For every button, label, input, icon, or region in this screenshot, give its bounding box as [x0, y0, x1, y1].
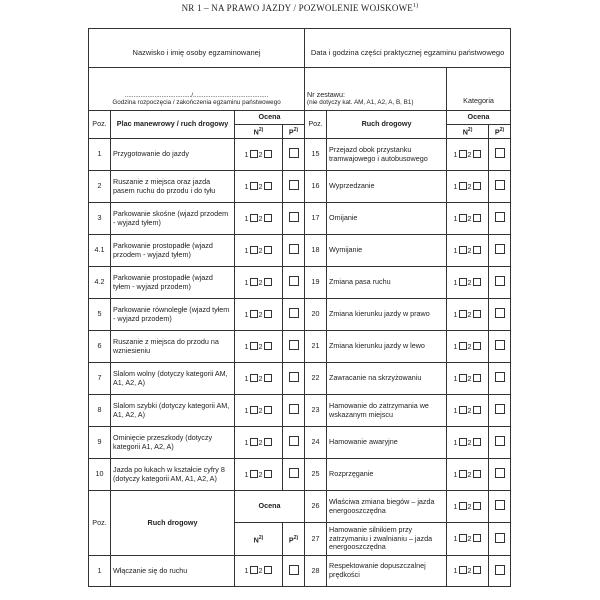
p-checkbox[interactable] — [289, 276, 299, 286]
table-row — [89, 427, 511, 459]
checkbox-2[interactable] — [473, 470, 481, 478]
p-checkbox[interactable] — [495, 436, 505, 446]
p-checkbox-cell[interactable] — [489, 395, 511, 427]
grade-options[interactable]: 1 2 — [235, 363, 283, 395]
p-checkbox-cell[interactable] — [489, 139, 511, 171]
row-number: 6 — [89, 331, 111, 363]
row-number: 16 — [305, 171, 327, 203]
grade-options[interactable]: 1 2 — [447, 267, 489, 299]
checkbox-2[interactable] — [264, 214, 272, 222]
row-number: 1 — [89, 556, 111, 587]
checkbox-1[interactable] — [459, 566, 467, 574]
checkbox-1[interactable] — [250, 246, 258, 254]
grade-options[interactable]: 1 2 — [235, 427, 283, 459]
checkbox-2[interactable] — [473, 246, 481, 254]
poz-header-left: Poz. — [89, 111, 111, 139]
row-number: 10 — [89, 459, 111, 491]
document-title: NR 1 – NA PRAWO JAZDY / POZWOLENIE WOJSKOWE$^{1)}$ — [181, 3, 419, 13]
p-checkbox-cell[interactable] — [283, 299, 305, 331]
p-checkbox-cell[interactable] — [489, 427, 511, 459]
item-description: Hamowanie silnikiem przy zatrzymaniu i zwalnianiu – jazda energooszczędna — [327, 523, 447, 556]
table-row — [89, 267, 511, 299]
p-checkbox[interactable] — [495, 180, 505, 190]
checkbox-2[interactable] — [264, 470, 272, 478]
grade-options[interactable]: 1 2 — [447, 491, 489, 523]
p-checkbox-cell[interactable] — [489, 171, 511, 203]
checkbox-2[interactable] — [264, 246, 272, 254]
item-description: Włączanie się do ruchu — [111, 556, 235, 587]
p-checkbox-cell[interactable] — [283, 267, 305, 299]
checkbox-2[interactable] — [473, 182, 481, 190]
checkbox-1[interactable] — [459, 534, 467, 542]
category-field[interactable]: Kategoria — [447, 68, 511, 111]
section2-title: Ruch drogowy — [111, 491, 235, 556]
p-checkbox-cell[interactable] — [489, 299, 511, 331]
checkbox-1[interactable] — [459, 406, 467, 414]
p-checkbox[interactable] — [495, 244, 505, 254]
row-number: 27 — [305, 523, 327, 556]
checkbox-2[interactable] — [264, 566, 272, 574]
n-header-right: $N^{2)}$ — [447, 125, 489, 139]
item-description: Hamowanie do zatrzymania we wskazanym miejscu — [327, 395, 447, 427]
section2-n-header: $N^{2)}$ — [235, 523, 283, 556]
p-checkbox[interactable] — [289, 308, 299, 318]
p-checkbox[interactable] — [495, 340, 505, 350]
grade-options[interactable]: 1 2 — [235, 331, 283, 363]
p-checkbox-cell[interactable] — [489, 235, 511, 267]
item-description: Zmiana kierunku jazdy w lewo — [327, 331, 447, 363]
checkbox-2[interactable] — [473, 502, 481, 510]
p-checkbox[interactable] — [495, 276, 505, 286]
p-checkbox[interactable] — [495, 212, 505, 222]
checkbox-1[interactable] — [250, 566, 258, 574]
row-number: 28 — [305, 556, 327, 587]
checkbox-2[interactable] — [473, 150, 481, 158]
item-description: Slalom wolny (dotyczy kategorii AM, A1, A2, A) — [111, 363, 235, 395]
item-description: Ruszanie z miejsca oraz jazda pasem ruchu do przodu i do tyłu — [111, 171, 235, 203]
grade-options[interactable]: 1 2 — [235, 235, 283, 267]
grade-options[interactable]: 1 2 — [235, 139, 283, 171]
p-checkbox-cell[interactable] — [283, 139, 305, 171]
item-description: Przygotowanie do jazdy — [111, 139, 235, 171]
p-checkbox[interactable] — [495, 565, 505, 575]
row-number: 4.1 — [89, 235, 111, 267]
p-checkbox[interactable] — [289, 244, 299, 254]
p-checkbox-cell[interactable] — [489, 491, 511, 523]
checkbox-2[interactable] — [264, 310, 272, 318]
checkbox-2[interactable] — [473, 214, 481, 222]
item-description: Hamowanie awaryjne — [327, 427, 447, 459]
checkbox-1[interactable] — [250, 374, 258, 382]
grade-options[interactable]: 1 2 — [235, 171, 283, 203]
checkbox-1[interactable] — [459, 342, 467, 350]
ocena-header-right: Ocena — [447, 111, 511, 125]
name-label: Nazwisko i imię osoby egzaminowanej — [89, 29, 305, 68]
row-number: 22 — [305, 363, 327, 395]
row-number: 8 — [89, 395, 111, 427]
checkbox-2[interactable] — [264, 278, 272, 286]
table-row — [89, 171, 511, 203]
table-row — [89, 235, 511, 267]
item-description: Ominięcie przeszkody (dotyczy kategorii A1, A2, A) — [111, 427, 235, 459]
p-checkbox-cell[interactable] — [489, 267, 511, 299]
p-checkbox-cell[interactable] — [489, 363, 511, 395]
p-checkbox[interactable] — [289, 468, 299, 478]
checkbox-1[interactable] — [250, 214, 258, 222]
checkbox-1[interactable] — [250, 310, 258, 318]
checkbox-2[interactable] — [264, 374, 272, 382]
grade-options[interactable]: 1 2 — [447, 203, 489, 235]
poz-header-right: Poz. — [305, 111, 327, 139]
p-checkbox[interactable] — [495, 533, 505, 543]
right-column-title: Ruch drogowy — [327, 111, 447, 139]
table-row — [89, 459, 511, 491]
grade-options[interactable]: 1 2 — [235, 556, 283, 587]
grade-options[interactable]: 1 2 — [447, 556, 489, 587]
checkbox-1[interactable] — [459, 150, 467, 158]
p-checkbox-cell[interactable] — [283, 203, 305, 235]
time-field[interactable]: ....................................../........................................... Godzina rozpoczęcia / zakończenia egzaminu państwowego — [89, 68, 305, 111]
row-number: 20 — [305, 299, 327, 331]
table-row — [89, 203, 511, 235]
p-checkbox[interactable] — [289, 372, 299, 382]
checkbox-2[interactable] — [264, 438, 272, 446]
p-header-right: $P^{2)}$ — [489, 125, 511, 139]
grade-options[interactable]: 1 2 — [447, 139, 489, 171]
p-checkbox-cell[interactable] — [489, 459, 511, 491]
table-row — [89, 395, 511, 427]
checkbox-1[interactable] — [250, 150, 258, 158]
grade-options[interactable]: 1 2 — [447, 363, 489, 395]
row-number: 17 — [305, 203, 327, 235]
grade-options[interactable]: 1 2 — [447, 523, 489, 556]
item-description: Ruszanie z miejsca do przodu na wzniesieniu — [111, 331, 235, 363]
checkbox-2[interactable] — [473, 438, 481, 446]
p-checkbox-cell[interactable] — [283, 331, 305, 363]
item-description: Parkowanie prostopadłe (wjazd tyłem - wyjazd przodem) — [111, 267, 235, 299]
item-description: Omijanie — [327, 203, 447, 235]
p-checkbox-cell[interactable] — [283, 427, 305, 459]
checkbox-2[interactable] — [473, 534, 481, 542]
checkbox-2[interactable] — [473, 310, 481, 318]
p-checkbox[interactable] — [289, 212, 299, 222]
p-checkbox[interactable] — [495, 500, 505, 510]
grade-options[interactable]: 1 2 — [235, 203, 283, 235]
item-description: Zawracanie na skrzyżowaniu — [327, 363, 447, 395]
ocena-header-left: Ocena — [235, 111, 305, 125]
row-number: 23 — [305, 395, 327, 427]
row-number: 24 — [305, 427, 327, 459]
checkbox-2[interactable] — [264, 150, 272, 158]
row-number: 4.2 — [89, 267, 111, 299]
checkbox-1[interactable] — [250, 470, 258, 478]
row-number: 1 — [89, 139, 111, 171]
checkbox-1[interactable] — [459, 470, 467, 478]
item-description: Slalom szybki (dotyczy kategorii AM, A1, A2, A) — [111, 395, 235, 427]
grade-options[interactable]: 1 2 — [235, 299, 283, 331]
table-row — [89, 139, 511, 171]
grade-options[interactable]: 1 2 — [447, 395, 489, 427]
checkbox-2[interactable] — [473, 374, 481, 382]
checkbox-2[interactable] — [473, 566, 481, 574]
item-description: Parkowanie równoległe (wjazd tyłem - wyjazd przodem) — [111, 299, 235, 331]
row-number: 26 — [305, 491, 327, 523]
checkbox-2[interactable] — [473, 342, 481, 350]
item-description: Jazda po łukach w kształcie cyfry 8 (dotyczy kategorii AM, A1, A2, A) — [111, 459, 235, 491]
checkbox-1[interactable] — [459, 502, 467, 510]
row-number: 15 — [305, 139, 327, 171]
p-checkbox[interactable] — [289, 436, 299, 446]
grade-options[interactable]: 1 2 — [235, 395, 283, 427]
p-checkbox-cell[interactable] — [283, 459, 305, 491]
p-checkbox-cell[interactable] — [489, 556, 511, 587]
table-row — [89, 363, 511, 395]
checkbox-1[interactable] — [459, 278, 467, 286]
p-checkbox-cell[interactable] — [489, 331, 511, 363]
table-row — [89, 331, 511, 363]
item-description: Wymijanie — [327, 235, 447, 267]
p-checkbox[interactable] — [495, 468, 505, 478]
checkbox-1[interactable] — [459, 182, 467, 190]
item-description: Właściwa zmiana biegów – jazda energooszczędna — [327, 491, 447, 523]
p-checkbox[interactable] — [495, 404, 505, 414]
set-number-field[interactable]: Nr zestawu: (nie dotyczy kat. AM, A1, A2, A, B, B1) — [305, 68, 447, 111]
grade-options[interactable]: 1 2 — [235, 267, 283, 299]
checkbox-2[interactable] — [473, 406, 481, 414]
grade-options[interactable]: 1 2 — [447, 427, 489, 459]
checkbox-1[interactable] — [459, 246, 467, 254]
p-checkbox[interactable] — [289, 180, 299, 190]
grade-options[interactable]: 1 2 — [447, 459, 489, 491]
item-description: Parkowanie skośne (wjazd przodem - wyjazd tyłem) — [111, 203, 235, 235]
checkbox-1[interactable] — [459, 310, 467, 318]
p-checkbox-cell[interactable] — [283, 235, 305, 267]
checkbox-1[interactable] — [250, 406, 258, 414]
p-header-left: $P^{2)}$ — [283, 125, 305, 139]
p-checkbox-cell[interactable] — [283, 556, 305, 587]
table-row — [89, 556, 511, 587]
p-checkbox[interactable] — [495, 372, 505, 382]
grade-options[interactable]: 1 2 — [447, 235, 489, 267]
checkbox-1[interactable] — [250, 438, 258, 446]
p-checkbox[interactable] — [495, 308, 505, 318]
checkbox-1[interactable] — [459, 214, 467, 222]
table-row — [89, 299, 511, 331]
p-checkbox-cell[interactable] — [489, 523, 511, 556]
p-checkbox[interactable] — [289, 148, 299, 158]
section2-p-header: $P^{2)}$ — [283, 523, 305, 556]
checkbox-2[interactable] — [264, 342, 272, 350]
exam-form-table — [88, 28, 511, 587]
p-checkbox[interactable] — [495, 148, 505, 158]
item-description: Zmiana pasa ruchu — [327, 267, 447, 299]
row-number: 5 — [89, 299, 111, 331]
section2-ocena-header: Ocena — [235, 491, 305, 523]
p-checkbox-cell[interactable] — [489, 203, 511, 235]
grade-options[interactable]: 1 2 — [447, 171, 489, 203]
row-number: 21 — [305, 331, 327, 363]
item-description: Respektowanie dopuszczalnej prędkości — [327, 556, 447, 587]
item-description: Wyprzedzanie — [327, 171, 447, 203]
p-checkbox[interactable] — [289, 404, 299, 414]
grade-options[interactable]: 1 2 — [447, 331, 489, 363]
checkbox-1[interactable] — [250, 278, 258, 286]
item-description: Parkowanie prostopadłe (wjazd przodem - wyjazd tyłem) — [111, 235, 235, 267]
grade-options[interactable]: 1 2 — [447, 299, 489, 331]
checkbox-1[interactable] — [459, 374, 467, 382]
p-checkbox[interactable] — [289, 565, 299, 575]
checkbox-1[interactable] — [459, 438, 467, 446]
row-number: 19 — [305, 267, 327, 299]
row-number: 3 — [89, 203, 111, 235]
p-checkbox-cell[interactable] — [283, 395, 305, 427]
checkbox-2[interactable] — [264, 406, 272, 414]
row-number: 7 — [89, 363, 111, 395]
row-number: 25 — [305, 459, 327, 491]
p-checkbox-cell[interactable] — [283, 363, 305, 395]
row-number: 2 — [89, 171, 111, 203]
item-description: Przejazd obok przystanku tramwajowego i autobusowego — [327, 139, 447, 171]
checkbox-1[interactable] — [250, 342, 258, 350]
grade-options[interactable]: 1 2 — [235, 459, 283, 491]
checkbox-2[interactable] — [264, 182, 272, 190]
checkbox-2[interactable] — [473, 278, 481, 286]
n-header-left: $N^{2)}$ — [235, 125, 283, 139]
date-label: Data i godzina części praktycznej egzaminu państwowego — [305, 29, 511, 68]
checkbox-1[interactable] — [250, 182, 258, 190]
item-description: Zmiana kierunku jazdy w prawo — [327, 299, 447, 331]
row-number: 9 — [89, 427, 111, 459]
p-checkbox-cell[interactable] — [283, 171, 305, 203]
left-column-title: Plac manewrowy / ruch drogowy — [111, 111, 235, 139]
p-checkbox[interactable] — [289, 340, 299, 350]
row-number: 18 — [305, 235, 327, 267]
item-description: Rozprzęganie — [327, 459, 447, 491]
poz-header-section2: Poz. — [89, 491, 111, 556]
